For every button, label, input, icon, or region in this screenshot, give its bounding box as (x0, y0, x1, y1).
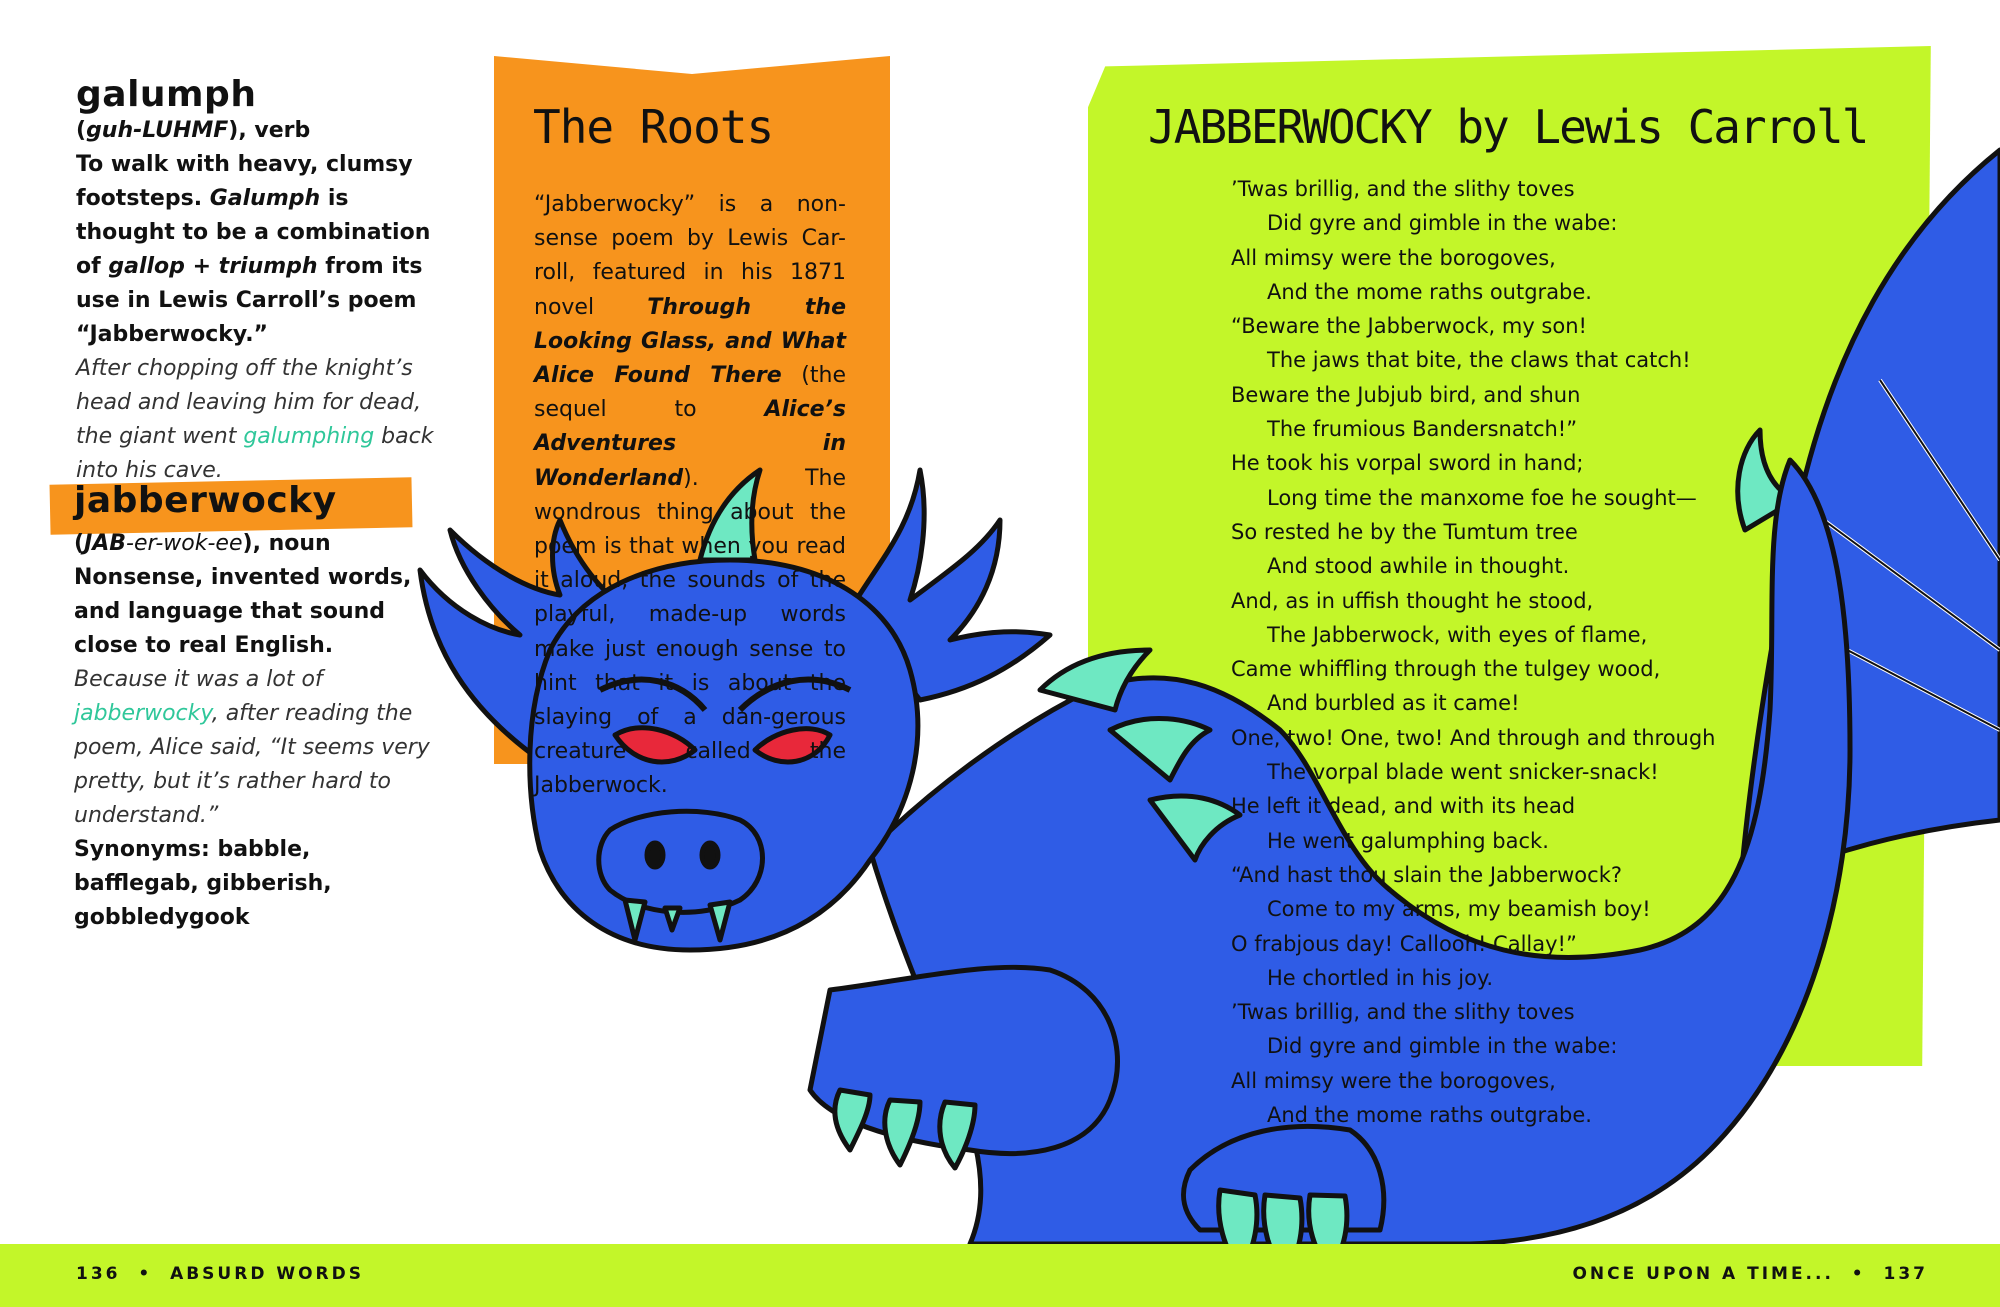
poem-line: The jaws that bite, the claws that catch! (1267, 348, 1691, 373)
poem-line: The vorpal blade went snicker-snack! (1267, 760, 1659, 785)
roots-body: “Jabberwocky” is a non-sense poem by Lewis Car-roll, featured in his 1871 novel Through the Looking Glass, and What Alice Found There (the sequel to Alice’s Adventures in Wonderland). The wondrous thing about the poem is that when you read it aloud, the sounds of the playful, made-up words make just enough sense to hint that it is about the slaying of a dan-gerous creature called the Jabberwock. (534, 192, 846, 799)
glossary-column (76, 74, 436, 488)
jabberwocky-highlight: jabberwocky (74, 701, 212, 726)
poem-line: And the mome raths outgrabe. (1267, 1103, 1592, 1128)
poem-line: Came whiffling through the tulgey wood, (1231, 657, 1661, 682)
galumph-highlight: galumphing (243, 424, 375, 449)
poem-line: Beware the Jubjub bird, and shun (1231, 382, 1581, 407)
entry-word-galumph: galumph (76, 74, 257, 115)
footer-bullet: • (1851, 1264, 1866, 1284)
galumph-pronunciation-line: (guh-LUHMF), verb (76, 118, 311, 143)
jabberwocky-entry (74, 480, 434, 935)
poem-line: “Beware the Jabberwock, my son! (1231, 314, 1587, 339)
poem-line: Come to my arms, my beamish boy! (1267, 897, 1651, 922)
poem-line: The Jabberwock, with eyes of flame, (1267, 622, 1648, 647)
poem-line: ’Twas brillig, and the slithy toves (1231, 1000, 1575, 1025)
jabberwocky-example: Because it was a lot of jabberwocky, after reading the poem, Alice said, “It seems very pretty, but it’s rather hard to understand.” (74, 667, 430, 828)
entry-word-jabberwocky: jabberwocky (74, 480, 337, 521)
poem-line: All mimsy were the borogoves, (1231, 245, 1556, 270)
poem-line: So rested he by the Tumtum tree (1231, 519, 1578, 544)
poem-line: He took his vorpal sword in hand; (1231, 451, 1584, 476)
page-number-left: 136 (76, 1264, 121, 1284)
galumph-example: After chopping off the knight’s head and leaving him for dead, the giant went galumphing back into his cave. (76, 356, 434, 483)
claw (885, 1100, 920, 1165)
poem-line: Did gyre and gimble in the wabe: (1267, 1034, 1618, 1059)
galumph-pronunciation: guh-LUHMF (86, 118, 229, 143)
poem-line: He chortled in his joy. (1267, 965, 1494, 990)
poem-line: Did gyre and gimble in the wabe: (1267, 211, 1618, 236)
dragon-snout (599, 811, 763, 912)
jabberwocky-pronunciation-line: (JAB-er-wok-ee), noun (74, 531, 331, 556)
poem-line: He left it dead, and with its head (1231, 794, 1576, 819)
footer-bullet: • (138, 1264, 153, 1284)
section-name-right: ONCE UPON A TIME... (1572, 1264, 1834, 1284)
page-number-right: 137 (1883, 1264, 1928, 1284)
poem-line: All mimsy were the borogoves, (1231, 1068, 1556, 1093)
claw (940, 1102, 975, 1168)
poem-line: Long time the manxome foe he sought— (1267, 485, 1697, 510)
poem-line: And, as in uffish thought he stood, (1231, 588, 1594, 613)
roots-title: The Roots (533, 100, 774, 154)
claw (835, 1090, 870, 1150)
galumph-pos: , verb (238, 118, 311, 143)
poem-line: “And hast thou slain the Jabberwock? (1231, 862, 1623, 887)
poem-line: ’Twas brillig, and the slithy toves (1231, 177, 1575, 201)
poem-line: The frumious Bandersnatch!” (1267, 417, 1578, 442)
poem-line: O frabjous day! Callooh! Callay!” (1231, 931, 1577, 956)
footer-left (76, 1264, 364, 1284)
poem-title: JABBERWOCKY by Lewis Carroll (1148, 100, 1868, 154)
jabberwocky-definition: Nonsense, invented words, and language that sound close to real English. (74, 565, 412, 658)
section-name-left: ABSURD WORDS (170, 1264, 364, 1284)
poem-line: And burbled as it came! (1267, 691, 1520, 716)
poem-line: And the mome raths outgrabe. (1267, 279, 1592, 304)
poem-text (1231, 172, 1716, 1132)
jabberwocky-synonyms: Synonyms: babble, bafflegab, gibberish, gobbledygook (74, 837, 332, 930)
poem-line: One, two! One, two! And through and through (1231, 725, 1716, 750)
galumph-definition: To walk with heavy, clumsy footsteps. Galumph is thought to be a combination of gallop + triumph from its use in Lewis Carroll’s poem “Jabberwocky.” (76, 152, 431, 347)
poem-line: He went galumphing back. (1267, 828, 1549, 853)
footer-right (1572, 1264, 1928, 1284)
poem-line: And stood awhile in thought. (1267, 554, 1570, 579)
